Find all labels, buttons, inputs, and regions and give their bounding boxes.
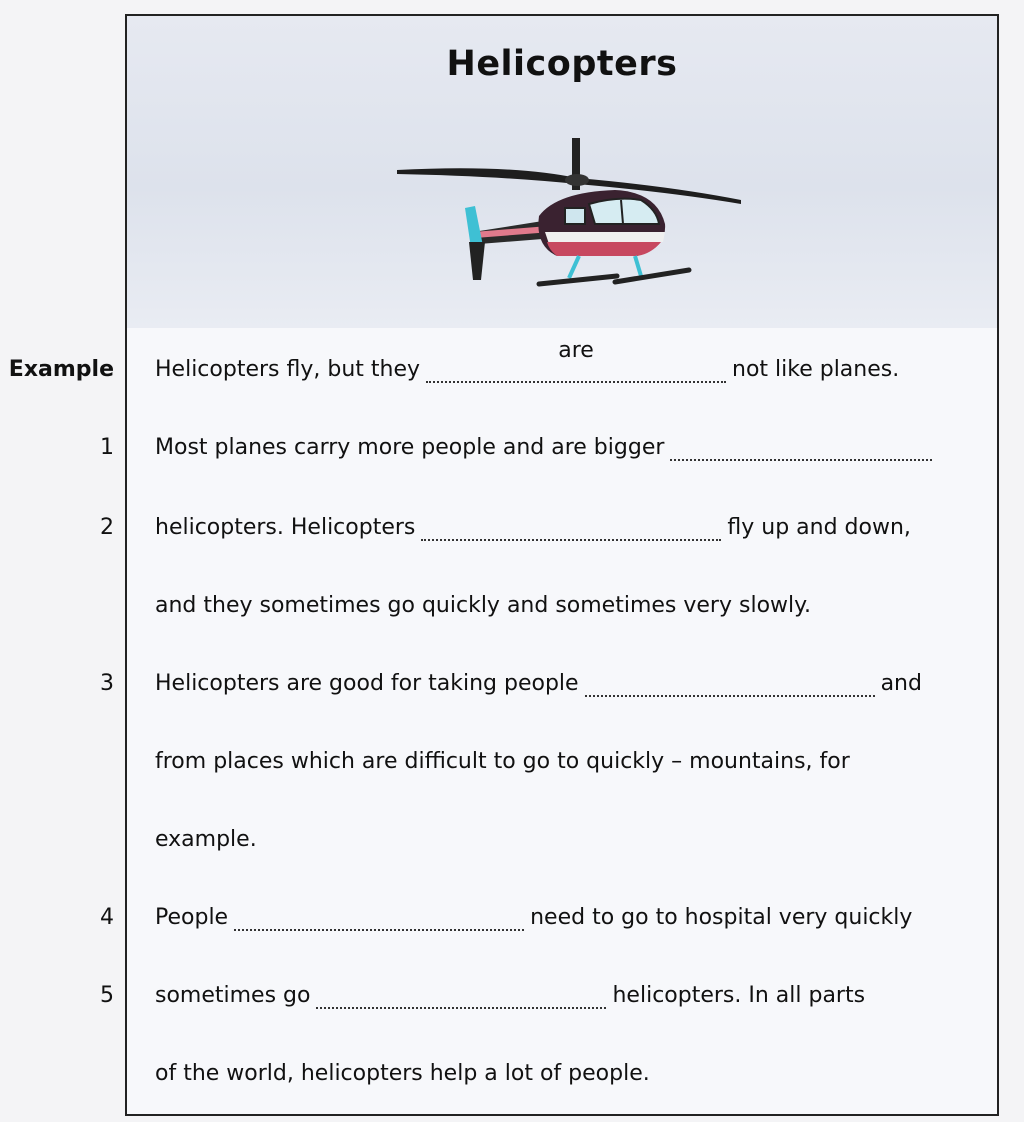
answer-blank-2[interactable] (421, 515, 721, 541)
example-answer: are (558, 338, 594, 363)
answer-blank-5[interactable] (316, 983, 606, 1009)
question-text-after: fly up and down, (727, 515, 911, 540)
text-row (0, 586, 1024, 626)
question-number: 5 (100, 983, 114, 1008)
question-row-4 (0, 898, 1024, 938)
helicopter-icon (389, 120, 749, 300)
question-sentence (155, 976, 986, 1016)
answer-blank-1[interactable] (670, 435, 932, 461)
continuation-text: from places which are difficult to go to quickly – mountains, for (155, 749, 850, 774)
example-text-after: not like planes. (732, 357, 900, 382)
question-number: 3 (100, 671, 114, 696)
question-text: Helicopters are good for taking people (155, 671, 579, 696)
question-sentence (155, 508, 986, 548)
question-sentence (155, 428, 986, 468)
question-number: 1 (100, 435, 114, 460)
question-number: 4 (100, 905, 114, 930)
page-title: Helicopters (446, 44, 678, 84)
question-sentence (155, 898, 986, 938)
question-row-2 (0, 508, 1024, 548)
answer-blank-4[interactable] (234, 905, 524, 931)
example-row (0, 338, 1024, 390)
text-row (0, 742, 1024, 782)
example-blank[interactable] (426, 338, 726, 383)
question-text: helicopters. Helicopters (155, 515, 416, 540)
hero-banner (127, 16, 997, 328)
question-text: Most planes carry more people and are bigger (155, 435, 665, 460)
question-text-after: helicopters. In all parts (612, 983, 866, 1008)
example-sentence (155, 338, 986, 390)
question-number: 2 (100, 515, 114, 540)
answer-blank-3[interactable] (585, 671, 875, 697)
worksheet-frame (125, 14, 999, 1116)
question-row-3 (0, 664, 1024, 704)
example-label: Example (8, 357, 114, 382)
example-text-before: Helicopters fly, but they (155, 357, 420, 382)
text-row (0, 820, 1024, 860)
question-row-5 (0, 976, 1024, 1016)
text-row (0, 1054, 1024, 1094)
question-text-after: and (880, 671, 922, 696)
continuation-text: of the world, helicopters help a lot of people. (155, 1061, 650, 1086)
question-text: People (155, 905, 229, 930)
continuation-text: and they sometimes go quickly and sometimes very slowly. (155, 593, 812, 618)
question-text-after: need to go to hospital very quickly (530, 905, 913, 930)
question-text: sometimes go (155, 983, 311, 1008)
question-row-1 (0, 428, 1024, 468)
continuation-text: example. (155, 827, 257, 852)
question-sentence (155, 664, 986, 704)
